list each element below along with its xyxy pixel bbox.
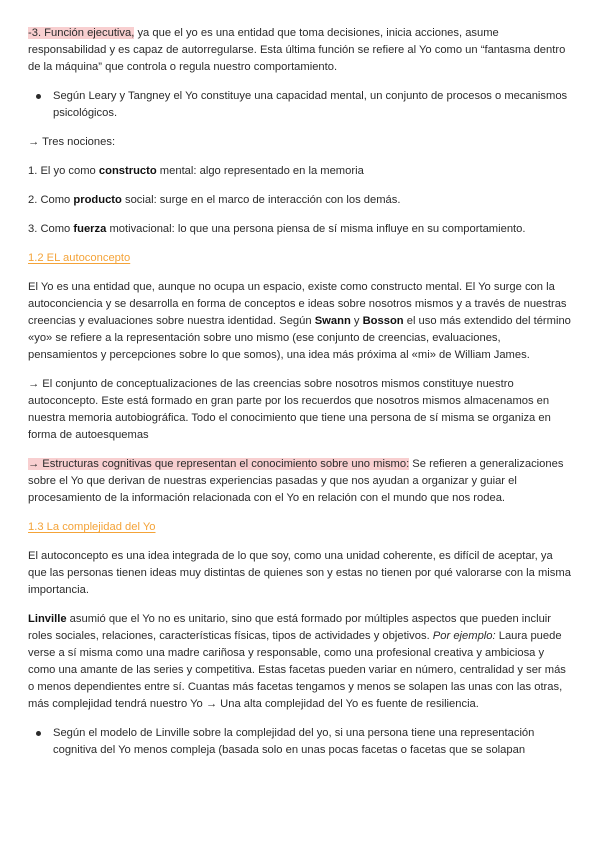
highlight-funcion-ejecutiva: -3. Función ejecutiva,: [28, 27, 135, 39]
tres-nociones: → Tres nociones:: [28, 136, 116, 148]
paragraph-estructuras: → Estructuras cognitivas que representan el conocimiento sobre uno mismo: Se refieren a generalizaciones sobre el Yo que derivan de nuestras experiencias pasadas y que nos ayudan a organizar y guiar el procesamiento de la información relacionada con el Yo en relación con el mundo que nos rodea.: [28, 458, 564, 504]
nocion-3: 3. Como fuerza motivacional: lo que una persona piensa de sí misma influye en su comportamiento.: [28, 223, 526, 235]
bullet-icon: [36, 94, 41, 99]
highlight-estructuras: → Estructuras cognitivas que representan el conocimiento sobre uno mismo:: [28, 458, 410, 470]
paragraph-linville: Linville asumió que el Yo no es unitario, sino que está formado por múltiples aspectos que pueden incluir roles sociales, relaciones, características físicas, tipos de actividades y objetivos. Por ejemplo: Laura puede verse a sí misma como una madre cariñosa y responsable, como una profesional creativa y ambiciosa y como una amante de las series y competitiva. Estas facetas pueden variar en número, centralidad y ser más o menos dependientes entre sí. Cuantas más facetas tengamos y menos se solapen las unas con las otras, más complejidad tendrá nuestro Yo → Una alta complejidad del Yo es fuente de resiliencia.: [28, 613, 566, 710]
paragraph-autoconcepto-integrado: El autoconcepto es una idea integrada de lo que soy, como una unidad coherente, es difícil de aceptar, ya que las personas tienen ideas muy distintas de quienes son y estas no tienen por qué valorarse con la misma importancia.: [28, 550, 571, 596]
paragraph-yo-entidad: El Yo es una entidad que, aunque no ocupa un espacio, existe como constructo mental. El Yo surge con la autoconciencia y se desarrolla en forma de conceptos e ideas sobre nosotros mismos y a través de nuestras creencias y evaluaciones sobre nuestra identidad. Según Swann y Bosson el uso más extendido del término «yo» se refiere a la representación sobre uno mismo (ese conjunto de creencias, evaluaciones, pensamientos y percepciones sobre lo que somos), una idea más próxima al «mi» de William James.: [28, 281, 571, 361]
heading-autoconcepto: 1.2 EL autoconcepto: [28, 252, 131, 264]
bullet-list-modelo: [28, 725, 572, 759]
nocion-2: 2. Como producto social: surge en el marco de interacción con los demás.: [28, 194, 401, 206]
nocion-1: 1. El yo como constructo mental: algo representado en la memoria: [28, 165, 364, 177]
bullet-list-leary: [28, 88, 572, 122]
paragraph-conjunto: → El conjunto de conceptualizaciones de las creencias sobre nosotros mismos constituye nuestro autoconcepto. Este está formado en gran parte por los recuerdos que nosotros mismos almacenamos en nuestra memoria autobiográfica. Todo el conocimiento que tiene una persona de sí misma se organiza en forma de autoesquemas: [28, 378, 551, 441]
bullet-icon: [36, 731, 41, 736]
paragraph-funcion-ejecutiva: -3. Función ejecutiva, ya que el yo es una entidad que toma decisiones, inicia acciones, asume responsabilidad y es capaz de autorregularse. Esta última función se refiere al Yo como un “fantasma dentro de la máquina” que controla o regula nuestro comportamiento.: [28, 27, 566, 73]
list-item: Según Leary y Tangney el Yo constituye una capacidad mental, un conjunto de procesos o mecanismos psicológicos.: [50, 88, 572, 122]
heading-complejidad: 1.3 La complejidad del Yo: [28, 521, 156, 533]
list-item: Según el modelo de Linville sobre la complejidad del yo, si una persona tiene una representación cognitiva del Yo menos compleja (basada solo en unas pocas facetas o facetas que se solapan: [50, 725, 572, 759]
